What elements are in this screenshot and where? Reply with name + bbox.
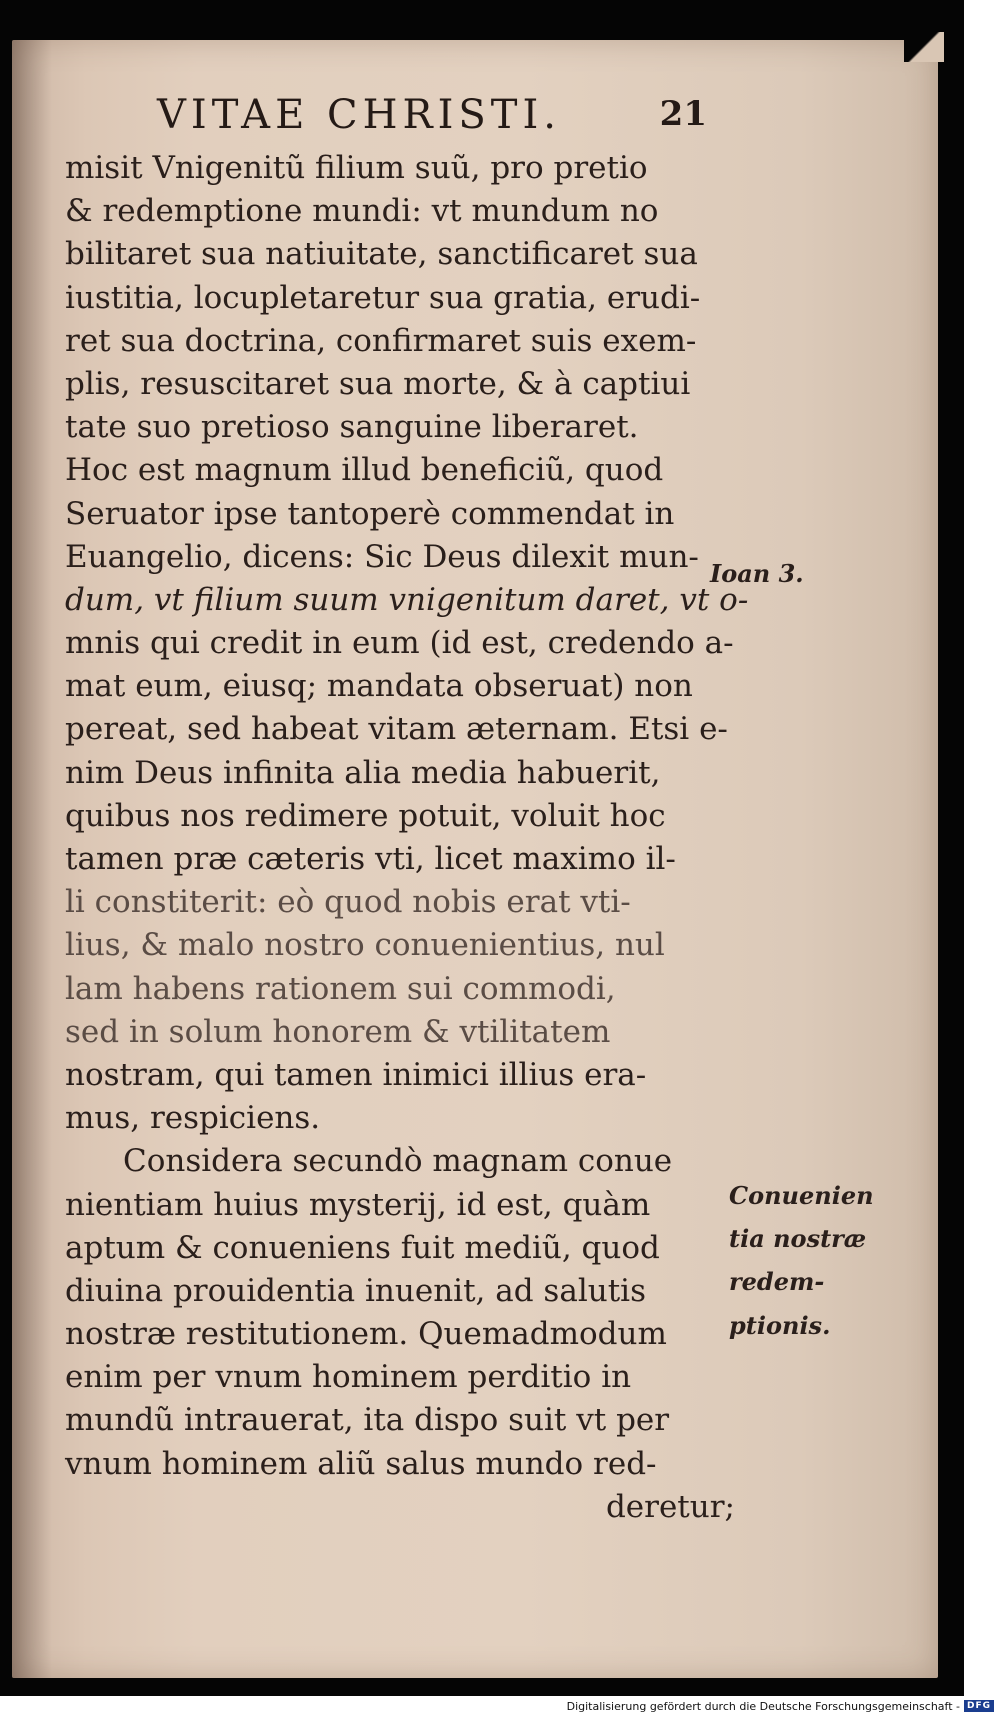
text-line: Considera secundò magnam conue — [123, 1143, 673, 1180]
marginal-note-line: Conuenien — [729, 1181, 874, 1210]
text-line: iustitia, locupletaretur sua gratia, erudi- — [65, 279, 701, 316]
text-line: deretur; — [605, 1488, 735, 1525]
text-line: li constiterit: eò quod nobis erat vti- — [65, 884, 631, 921]
text-line: mus, respiciens. — [65, 1100, 321, 1137]
text-line: lam habens rationem sui commodi, — [65, 970, 616, 1007]
text-line: mat eum, eiusq; mandata obseruat) non — [65, 668, 693, 705]
text-line: Hoc est magnum illud beneficiũ, quod — [65, 452, 664, 489]
marginal-note-line: redem- — [729, 1267, 825, 1297]
text-line: enim per vnum hominem perditio in — [65, 1359, 632, 1396]
page-header — [147, 92, 707, 142]
text-line: nim Deus infinita alia media habuerit, — [65, 754, 661, 791]
dfg-logo: DFG — [964, 1700, 994, 1712]
text-line: mundũ intrauerat, ita dispo suit vt per — [65, 1402, 670, 1439]
running-title: VITAE CHRISTI. — [157, 92, 561, 138]
text-line: mnis qui credit in eum (id est, credendo a- — [65, 625, 734, 662]
text-line: & redemptione mundi: vt mundum no — [65, 193, 659, 230]
text-line: vnum hominem aliũ salus mundo red- — [65, 1445, 657, 1482]
text-line: Seruator ipse tantoperè commendat in — [65, 495, 675, 532]
text-line: dum, vt filium suum vnigenitum daret, vt o- — [65, 581, 749, 618]
text-line: Euangelio, dicens: Sic Deus dilexit mun- — [65, 538, 699, 575]
text-line: tate suo pretioso sanguine liberaret. — [65, 409, 639, 446]
text-line: nientiam huius mysterij, id est, quàm — [65, 1186, 651, 1223]
text-line: aptum & conueniens fuit mediũ, quod — [65, 1229, 660, 1266]
page-corner-fold — [904, 32, 944, 62]
text-line: diuina prouidentia inuenit, ad salutis — [65, 1272, 646, 1309]
marginal-note-line: ptionis. — [729, 1310, 831, 1340]
text-line: ret sua doctrina, confirmaret suis exem- — [65, 322, 697, 359]
text-line: nostram, qui tamen inimici illius era- — [65, 1056, 647, 1093]
text-line: plis, resuscitaret sua morte, & à captiui — [65, 365, 691, 402]
footer-credit — [567, 1698, 994, 1714]
funding-credit-text: Digitalisierung gefördert durch die Deutsche Forschungsgemeinschaft - — [566, 1699, 960, 1713]
text-line: lius, & malo nostro conuenientius, nul — [65, 927, 665, 964]
text-line: nostræ restitutionem. Quemadmodum — [65, 1316, 667, 1353]
text-line: tamen præ cæteris vti, licet maximo il- — [65, 841, 676, 877]
book-page — [12, 40, 938, 1678]
page-number: 21 — [659, 94, 707, 134]
body-text — [65, 147, 749, 1529]
text-line: sed in solum honorem & vtilitatem — [65, 1013, 611, 1050]
text-line: bilitaret sua natiuitate, sanctificaret sua — [65, 236, 698, 273]
text-line: misit Vnigenitũ filium suũ, pro pretio — [65, 150, 648, 186]
text-line: pereat, sed habeat vitam æternam. Etsi e- — [65, 711, 728, 748]
text-line: quibus nos redimere potuit, voluit hoc — [65, 797, 666, 834]
marginal-note-conuenientia — [729, 1174, 919, 1347]
marginal-note-line: tia nostræ — [729, 1224, 867, 1254]
marginal-note-ioan: Ioan 3. — [710, 559, 804, 588]
